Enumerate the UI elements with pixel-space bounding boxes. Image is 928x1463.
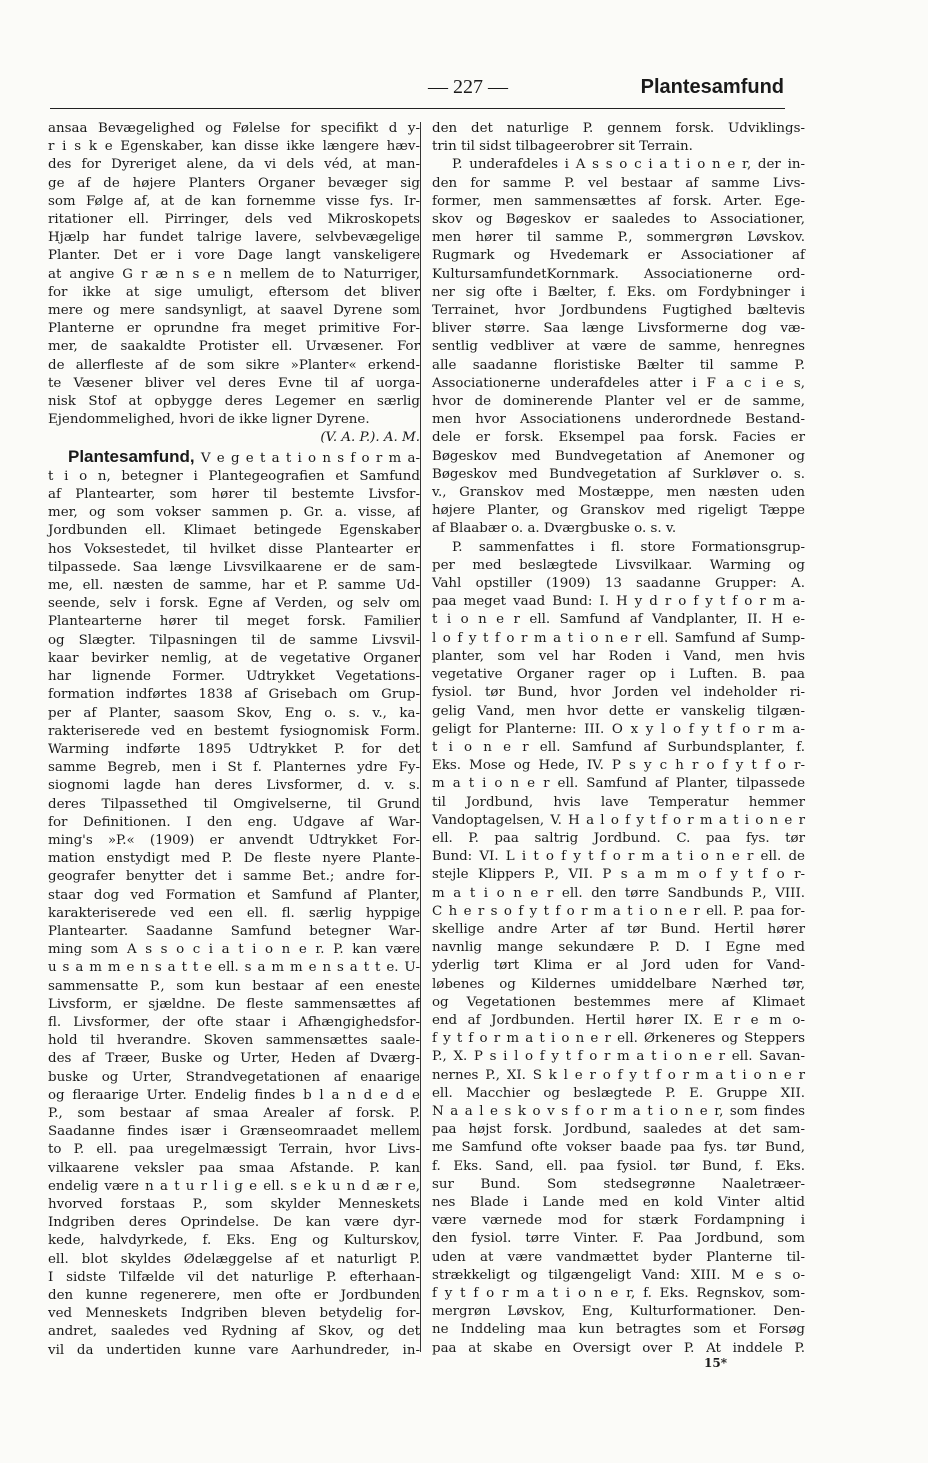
text-line: ritationer ell. Pirringer, dels ved Mikroskopets xyxy=(48,212,420,228)
text-line: m a t i o n e r ell. den tørre Sandbunds P., VIII. xyxy=(432,885,805,901)
text-line: per med beslægtede Livsvilkaar. Warming og xyxy=(432,557,805,573)
text-line: men hvor Associationens underordnede Bestand- xyxy=(432,412,805,428)
text-line: ner sig ofte i Bælter, f. Eks. om Fordybninger i xyxy=(432,284,805,300)
left-column-opening-text xyxy=(48,120,420,429)
text-line: Eks. Mose og Hede, IV. P s y c h r o f y t f o r- xyxy=(432,758,805,774)
text-line: mer, og som vokser sammen p. Gr. a. visse, af xyxy=(48,505,420,521)
text-line: Vahl opstiller (1909) 13 saadanne Grupper: A. xyxy=(432,576,805,592)
text-line: KultursamfundetKornmark. Associationerne ord- xyxy=(432,266,805,282)
text-line: samme Begreb, men i St f. Planternes ydre Fy- xyxy=(48,760,420,776)
text-line: ell. blot skyldes Ødelæggelse af et naturligt P. xyxy=(48,1251,420,1267)
text-line: te Væsener bliver vel deres Evne til af uorga- xyxy=(48,375,420,391)
text-line: P., som bestaar af smaa Arealer af forsk. P. xyxy=(48,1105,420,1121)
page-header xyxy=(48,76,784,102)
text-line: sammensatte P., som kun bestaar af een eneste xyxy=(48,978,420,994)
text-line: men hører til samme P., sommergrøn Løvskov. xyxy=(432,230,805,246)
text-line: trin til sidst tilbageerobrer sit Terrain. xyxy=(432,139,693,155)
text-line: være værnede mod for stærk Fordampning i xyxy=(432,1213,805,1229)
text-line: per af Planter, saasom Skov, Eng o. s. v., ka- xyxy=(48,705,420,721)
text-line: planter, som vel har Roden i Vand, men hvis xyxy=(432,648,805,664)
text-line: ved Menneskets Indgriben bleven betydelig for- xyxy=(48,1306,420,1322)
text-line: nisk Stof at opbygge deres Legemer en særlig xyxy=(48,394,420,410)
text-line: hvor de dominerende Planter vel er de samme, xyxy=(432,394,805,410)
text-line: Livsform, er sjældne. De fleste sammensættes af xyxy=(48,996,420,1012)
text-line: geligt for Planterne: III. O x y l o f y t f o r m a- xyxy=(432,721,805,737)
text-line: de allerfleste af de som sikre »Planter« erkend- xyxy=(48,357,420,373)
text-line: nernes P., XI. S k l e r o f y t f o r m a t i o n e r xyxy=(432,1067,805,1083)
text-line: C h e r s o f y t f o r m a t i o n e r ell. P. paa for- xyxy=(432,903,805,919)
text-line: deres Tilpassethed til Omgivelserne, til Grund xyxy=(48,796,420,812)
text-line: r i s k e Egenskaber, kan disse ikke længere hæv- xyxy=(48,139,420,155)
right-column xyxy=(432,120,805,1358)
text-line: Bund: VI. L i t o f y t f o r m a t i o n e r ell. de xyxy=(432,849,805,865)
left-column-entry-text xyxy=(48,468,420,1360)
text-line: u s a m m e n s a t t e ell. s a m m e n s a t t e. U- xyxy=(48,960,420,976)
text-line: ming's »P.« (1909) er anvendt Udtrykket For- xyxy=(48,832,420,848)
text-line: to P. ell. paa uregelmæssigt Terrain, hvor Livs- xyxy=(48,1142,420,1158)
text-line: v., Granskov med Mostæppe, men næsten uden xyxy=(432,485,805,501)
text-line: t i o n, betegner i Plantegeografien et Samfund xyxy=(48,468,420,484)
text-line: Indgriben deres Oprindelse. De kan være dyr- xyxy=(48,1215,420,1231)
text-line: gelig Vand, men hvor dette er vanskelig tilgæn- xyxy=(432,703,805,719)
text-line: bliver større. Saa længe Livsformerne dog væ- xyxy=(432,321,805,337)
text-line: sentlig vedbliver at være de samme, henregnes xyxy=(432,339,805,355)
text-line: stejle Klippers P., VII. P s a m m o f y t f o r- xyxy=(432,867,805,883)
text-line: skov og Bøgeskov er saaledes to Associationer, xyxy=(432,212,805,228)
text-line: f y t f o r m a t i o n e r, f. Eks. Regnskov, som- xyxy=(432,1286,805,1301)
text-line: Planterne er oprundne fra meget primitive For- xyxy=(48,321,420,337)
text-line: I sidste Tilfælde vil det naturlige P. efterhaan- xyxy=(48,1269,420,1285)
text-line: endelig være n a t u r l i g e ell. s e k u n d æ r e, xyxy=(48,1178,420,1194)
text-line: højere Planter, og Granskov med rigeligt Tæppe xyxy=(432,503,805,519)
text-line: Jordbunden ell. Klimaet betingede Egenskaber xyxy=(48,523,420,539)
text-line: end af Jordbunden. Hertil hører IX. E r e m o- xyxy=(432,1012,805,1028)
text-line: vegetative Organer rager op i Luften. B. paa xyxy=(432,667,805,683)
column-divider xyxy=(420,122,421,1352)
page-number: — 227 — xyxy=(428,76,508,98)
text-line: P. underafdeles i A s s o c i a t i o n e r, der in- xyxy=(452,157,805,173)
entry-first-line xyxy=(48,448,420,468)
entry-headword: Plantesamfund, xyxy=(68,446,195,466)
text-line: af Blaabær o. a. Dværgbuske o. s. v. xyxy=(432,521,677,537)
text-line: N a a l e s k o v s f o r m a t i o n e r, som findes xyxy=(432,1103,805,1119)
text-line: mer, de saakaldte Protister ell. Urvæsener. For xyxy=(48,339,420,355)
text-line: mere og mere sandsynligt, at saavel Dyrene som xyxy=(48,303,420,319)
text-line: P., X. P s i l o f y t f o r m a t i o n e r ell. Savan- xyxy=(432,1049,805,1065)
right-column-text xyxy=(432,120,805,1358)
text-line: fl. Livsformer, der ofte staar i Afhængighedsfor- xyxy=(48,1014,420,1030)
printer-signature-mark: 15* xyxy=(704,1356,727,1370)
entry-first-line-rest: V e g e t a t i o n s f o r m a- xyxy=(200,450,420,466)
text-line: mation enstydigt med P. De fleste nyere Plante- xyxy=(48,851,420,867)
text-line: P. sammenfattes i fl. store Formationsgrup- xyxy=(452,539,805,555)
text-line: løbenes og Kildernes umiddelbare Nærhed tør, xyxy=(432,976,805,992)
text-line: Terrainet, hvor Jordbundens Fugtighed bæltevis xyxy=(432,303,805,319)
text-line: fysiol. tør Bund, hvor Jorden vel indeholder ri- xyxy=(432,685,805,701)
text-line: geografer benytter det i samme Bet.; andre for- xyxy=(48,869,420,885)
text-line: skellige andre Arter af tør Bund. Hertil hører xyxy=(432,921,805,937)
text-line: des for Dyreriget alene, da vi dels véd, at man- xyxy=(48,157,420,173)
text-line: mergrøn Løvskov, Eng, Kulturformationer. Den- xyxy=(432,1304,805,1320)
text-line: staar dog ved Formation et Samfund af Planter, xyxy=(48,887,420,903)
text-line: paa meget vaad Bund: I. H y d r o f y t f o r m a- xyxy=(432,594,805,610)
header-rule xyxy=(50,108,785,109)
text-line: strækkeligt og tilgængeligt Vand: XIII. M e s o- xyxy=(432,1267,805,1283)
text-line: yderlig tørt Klima er al Jord uden for Vand- xyxy=(432,958,805,974)
text-line: formation indførtes 1838 af Grisebach om Grup- xyxy=(48,687,420,703)
text-line: Associationerne underafdeles atter i F a c i e s, xyxy=(432,375,805,391)
text-line: Bøgeskov med Bundvegetation af Anemoner og xyxy=(432,448,805,464)
text-line: t i o n e r ell. Samfund af Vandplanter, II. H e- xyxy=(432,612,805,628)
text-line: Plantearterne hører til meget forsk. Familier xyxy=(48,614,420,630)
text-line: som Følge af, at de kan fornemme visse fys. Ir- xyxy=(48,193,420,209)
text-line: Ejendommelighed, hvori de ikke ligner Dyrene. xyxy=(48,412,370,428)
text-line: Hjælp har fundet talrige lavere, selvbevægelige xyxy=(48,230,420,246)
text-line: tilpassede. Saa længe Livsvilkaarene er de sam- xyxy=(48,559,420,575)
text-line: me, ell. næsten de samme, har et P. samme Ud- xyxy=(48,578,420,594)
text-line: nes Blade i Lande med en kold Vinter altid xyxy=(432,1194,805,1210)
text-line: hold til hverandre. Skoven sammensættes saale- xyxy=(48,1033,420,1049)
text-line: Plantearter. Saadanne Samfund betegner War- xyxy=(48,923,420,939)
text-line: ming som A s s o c i a t i o n e r. P. kan være xyxy=(48,942,420,958)
text-line: t i o n e r ell. Samfund af Surbundsplanter, f. xyxy=(432,739,805,755)
text-line: den fysiol. tørre Vinter. F. Paa Jordbund, som xyxy=(432,1231,805,1247)
text-line: ne Inddeling maa kun betragtes som et Forsøg xyxy=(432,1322,805,1338)
text-line: seende, selv i forsk. Egne af Verden, og selv om xyxy=(48,596,420,612)
text-line: sur Bund. Som stedsegrønne Naaletræer- xyxy=(432,1176,805,1192)
text-line: m a t i o n e r ell. Samfund af Planter, tilpassede xyxy=(432,776,805,792)
text-line: navnlig mange sekundære P. D. I Egne med xyxy=(432,940,805,956)
text-line: Warming indførte 1895 Udtrykket P. for det xyxy=(48,741,420,757)
text-line: vilkaarene veksler paa smaa Afstande. P. kan xyxy=(48,1160,420,1176)
text-line: karakteriserede ved een ell. fl. særlig hyppige xyxy=(48,905,420,921)
text-line: f y t f o r m a t i o n e r ell. Ørkeneres og Steppers xyxy=(432,1031,805,1047)
text-line: Planter. Det er i vore Dage langt vanskeligere xyxy=(48,248,420,264)
text-line: og Slægter. Tilpasningen til de samme Livsvil- xyxy=(48,632,420,648)
text-line: paa at skabe en Oversigt over P. At inddele P. xyxy=(432,1340,805,1356)
text-line: ell. Macchier og beslægtede P. E. Gruppe XII. xyxy=(432,1085,805,1101)
text-line: uden at være vandmættet byder Planterne til- xyxy=(432,1249,805,1265)
text-line: dele er forsk. Eksempel paa forsk. Facies er xyxy=(432,430,805,446)
text-line: Saadanne findes især i Grænseomraadet mellem xyxy=(48,1124,420,1140)
text-line: ansaa Bevægelighed og Følelse for specifikt d y- xyxy=(48,121,420,136)
text-line: vil da undertiden kunne vare Aarhundreder, in- xyxy=(48,1342,420,1358)
text-line: kede, halvdyrkede, f. Eks. Eng og Kulturskov, xyxy=(48,1233,420,1249)
text-line: at angive G r æ n s e n mellem de to Naturriger, xyxy=(48,266,420,282)
text-line: Rugmark og Hvedemark er Associationer af xyxy=(432,248,805,264)
text-line: siognomi lagde han deres Livsformer, d. v. s. xyxy=(48,778,420,794)
text-line: hos Voksestedet, til hvilket disse Plantearter er xyxy=(48,541,420,557)
text-line: for ikke at sige umuligt, eftersom det bliver xyxy=(48,284,420,300)
text-line: og Vegetationen bestemmes mere af Klimaet xyxy=(432,994,805,1010)
text-line: me Samfund ofte vokser baade paa fys. tør Bund, xyxy=(432,1140,805,1156)
text-line: ge af de højere Planters Organer bevæger sig xyxy=(48,175,420,191)
text-line: af Plantearter, som hører til bestemte Livsfor- xyxy=(48,487,420,503)
text-line: den det naturlige P. gennem forsk. Udviklings- xyxy=(432,121,805,136)
text-line: f. Eks. Sand, ell. paa fysiol. tør Bund, f. Eks. xyxy=(432,1158,805,1174)
text-line: des af Træer, Buske og Urter, Heden af Dværg- xyxy=(48,1051,420,1067)
text-line: for Definitionen. I den eng. Udgave af War- xyxy=(48,814,420,830)
text-line: buske og Urter, Strandvegetationen af enaarige xyxy=(48,1069,420,1085)
text-line: l o f y t f o r m a t i o n e r ell. Samfund af Sump- xyxy=(432,630,805,646)
text-line: kaar bevirker nemlig, at de vegetative Organer xyxy=(48,650,420,666)
text-line: til Jordbund, hvis lave Temperatur hemmer xyxy=(432,794,805,810)
text-line: andret, saaledes ved Rydning af Skov, og det xyxy=(48,1324,420,1340)
text-line: den for samme P. vel bestaar af samme Livs- xyxy=(432,175,805,191)
running-head: Plantesamfund xyxy=(640,76,784,98)
text-line: hvorved forstaas P., som skylder Menneskets xyxy=(48,1196,420,1212)
text-line: Bøgeskov med Bundvegetation af Surkløver o. s. xyxy=(432,466,805,482)
text-line: ell. P. paa saltrig Jordbund. C. paa fys. tør xyxy=(432,830,805,846)
text-line: paa højst forsk. Jordbund, saaledes at det sam- xyxy=(432,1122,805,1138)
text-line: den kunne regenerere, men ofte er Jordbunden xyxy=(48,1288,420,1303)
text-line: og fleraarige Urter. Endelig findes b l a n d e d e xyxy=(48,1087,420,1103)
text-line: rakteriserede ved en bestemt fysiognomisk Form. xyxy=(48,723,420,739)
text-line: har lignende Former. Udtrykket Vegetations- xyxy=(48,669,420,685)
text-line: Vandoptagelsen, V. H a l o f y t f o r m a t i o n e r xyxy=(432,812,805,828)
left-column xyxy=(48,120,420,1360)
article-signature: (V. A. P.). A. M. xyxy=(320,430,420,446)
text-line: former, men sammensættes af forsk. Arter. Ege- xyxy=(432,193,805,209)
text-line: alle saadanne floristiske Bælter til samme P. xyxy=(432,357,805,373)
